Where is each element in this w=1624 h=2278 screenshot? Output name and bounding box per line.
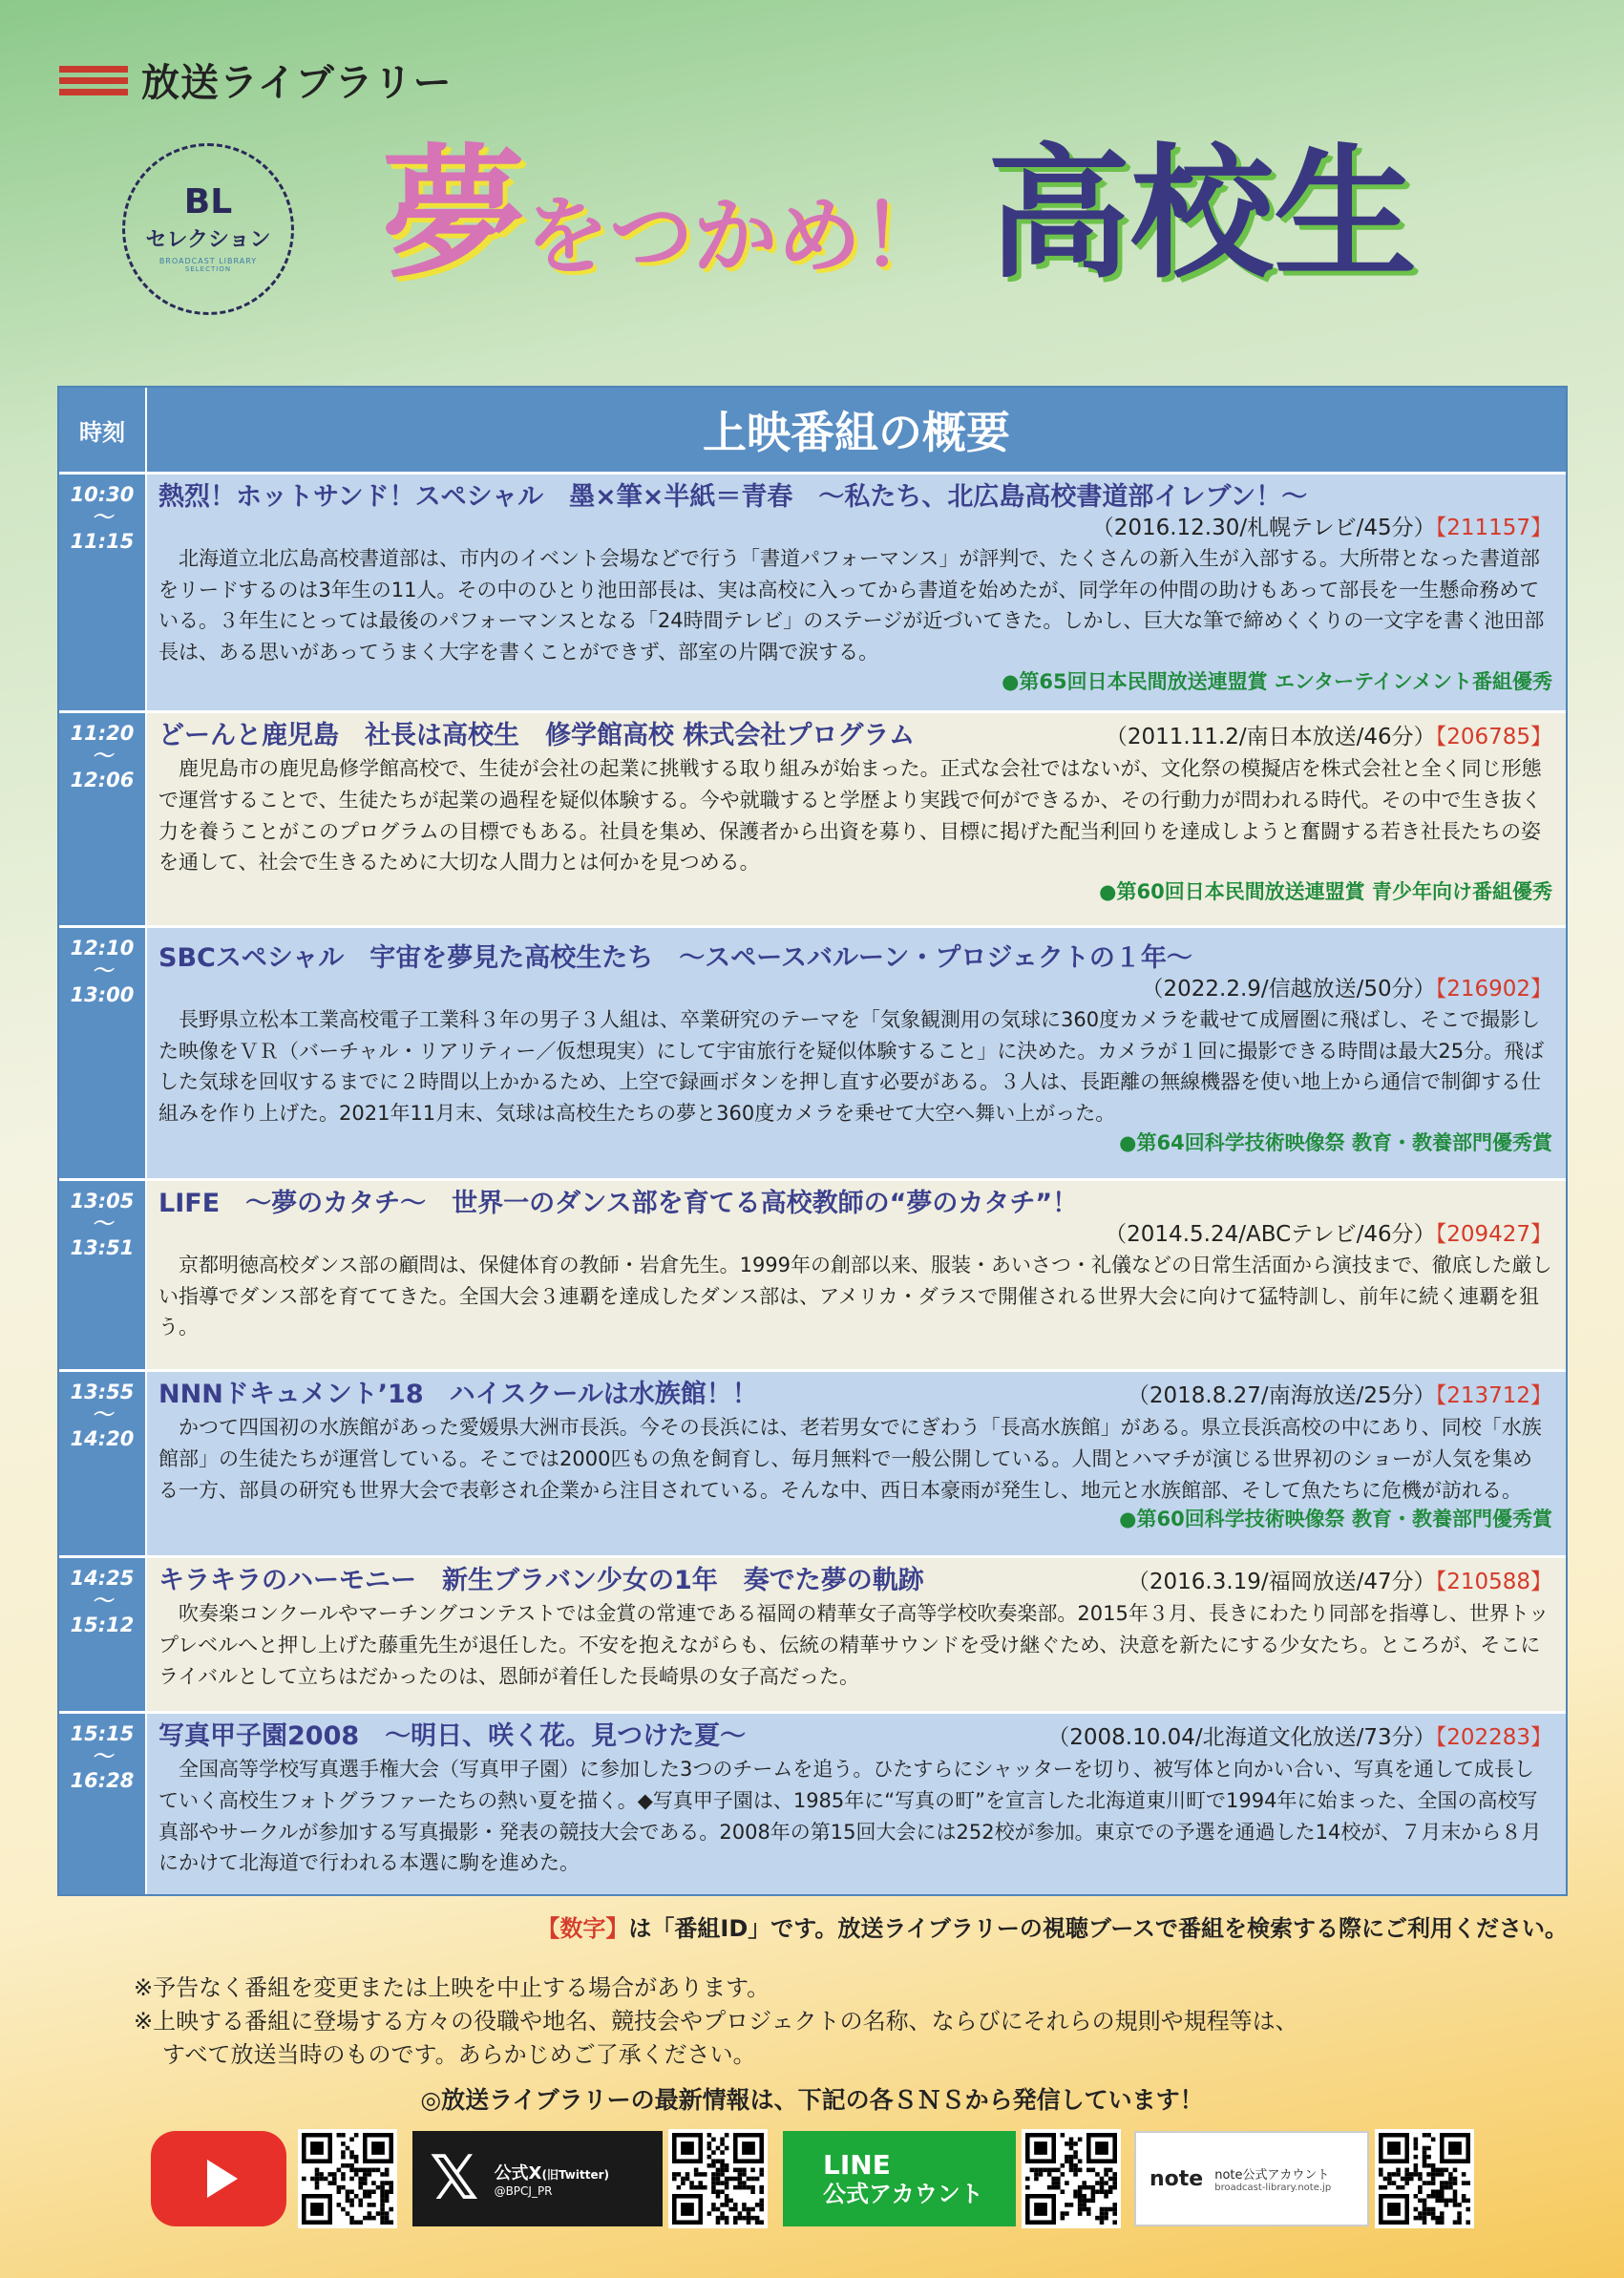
program-meta: （2018.8.27/南海放送/25分）【213712】 [1127,1383,1552,1408]
program-title: NNNドキュメント’18 ハイスクールは水族館！！ [158,1380,758,1409]
program-title: 写真甲子園2008 〜明日、咲く花。見つけた夏〜 [158,1721,747,1751]
program-meta: （2011.11.2/南日本放送/46分）【206785】 [1105,725,1552,749]
x-link[interactable]: 𝕏 公式X(旧Twitter) @BPCJ_PR [412,2131,663,2226]
program-description: 全国高等学校写真選手権大会（写真甲子園）に参加した3つのチームを追う。ひたすらにシャッターを切り、被写体と向かい合い、写真を通して成長していく高校生フォトグラファーたちの熱い夏を描く。◆写真甲子園は、1985年に“写真の町”を宣言した北海道東川町で1994年に始まった、全国の高校写真部やサークルが参加する写真撮影・発表の競技大会である。2008年の第15回大会には252校が参加。東京での予選を通過した14校が、７月末から８月にかけて北海道で行われる本選に駒を進めた。 [158,1758,1542,1875]
qr-code-icon[interactable] [1375,2129,1474,2228]
time-cell: 11:20 〜 12:06 [59,713,147,925]
program-description: 長野県立松本工業高校電子工業科３年の男子３人組は、卒業研究のテーマを「気象観測用の気球に360度カメラを載せて成層圏に飛ばし、そこで撮影した映像をＶＲ（バーチャル・リアリティー／仮想現実）にして宇宙旅行を疑似体験すること」に決めた。カメラが１回に撮影できる時間は最大25分。飛ばした気球を回収するまでに２時間以上かかるため、上空で録画ボタンを押し直す必要がある。３人は、長距離の無線機器を使い地上から通信で制御する仕組みを作り上げた。2021年11月末、気球は高校生たちの夢と360度カメラを乗せて大空へ舞い上がった。 [158,1008,1545,1125]
program-title: LIFE 〜夢のカタチ〜 世界一のダンス部を育てる高校教師の“夢のカタチ”！ [158,1189,1079,1218]
brand-name: 放送ライブラリー [141,61,453,105]
table-header [59,388,1566,472]
program-description: 京都明徳高校ダンス部の顧問は、保健体育の教師・岩倉先生。1999年の創部以来、服装・あいさつ・礼儀などの日常生活面から演技まで、徹底した厳しい指導でダンス部を育ててきた。全国大会３連覇を達成したダンス部は、アメリカ・ダラスで開催される世界大会に向けて猛特訓し、前年に続く連覇を狙う。 [158,1254,1552,1339]
program-description: 吹奏楽コンクールやマーチングコンテストでは金賞の常連である福岡の精華女子高等学校吹奏楽部。2015年３月、長きにわたり同部を指導し、世界トップレベルへと押し上げた藤重先生が退任した。不安を抱えながらも、伝統の精華サウンドを受け継ぐため、決意を新たにする少女たち。ところが、そこにライバルとして立ちはだかったのは、恩師が着任した長崎県の女子高だった。 [158,1602,1550,1688]
program-title: 熱烈！ホットサンド！スペシャル 墨×筆×半紙＝青春 〜私たち、北広島高校書道部イレブン！〜 [158,482,1308,512]
program-row [59,1369,1566,1555]
time-cell: 14:25 〜 15:12 [59,1558,147,1711]
program-award: ●第65回日本民間放送連盟賞 エンターテインメント番組優秀 [1002,669,1552,693]
program-title: キラキラのハーモニー 新生ブラバン少女の1年 奏でた夢の軌跡 [158,1566,924,1595]
program-row [59,472,1566,710]
program-meta: （2016.12.30/札幌テレビ/45分）【211157】 [1091,516,1552,541]
youtube-icon[interactable] [151,2131,286,2226]
note-line: すべて放送当時のものです。あらかじめご了承ください。 [162,2040,756,2068]
page-title: 夢 をつかめ！ 高校生 [382,132,1418,298]
time-cell: 12:10 〜 13:00 [59,928,147,1178]
bl-logo-icon [59,58,128,102]
time-cell: 15:15 〜 16:28 [59,1714,147,1894]
program-table [57,386,1568,1896]
program-award: ●第60回科学技術映像祭 教育・教養部門優秀賞 [1119,1508,1552,1531]
time-cell: 13:55 〜 14:20 [59,1372,147,1555]
note-line: ※上映する番組に登場する方々の役職や地名、競技会やプロジェクトの名称、ならびにそれらの規則や規程等は、 [134,2007,1298,2035]
program-title: どーんと鹿児島 社長は高校生 修学館高校 株式会社プログラム [158,721,916,750]
program-id: 【202283】 [1435,1725,1552,1750]
time-cell: 13:05 〜 13:51 [59,1181,147,1369]
program-meta: （2008.10.04/北海道文化放送/73分）【202283】 [1047,1725,1552,1750]
x-logo-icon: 𝕏 [430,2143,479,2214]
bl-selection-seal: BL セレクション BROADCAST LIBRARY SELECTION [122,143,294,315]
note-logo-icon: note [1149,2166,1204,2191]
program-id: 【213712】 [1435,1383,1552,1408]
program-id: 【210588】 [1435,1570,1552,1594]
sns-lead: ◎放送ライブラリーの最新情報は、下記の各ＳＮＳから発信しています！ [420,2086,1204,2114]
brand-logo [59,53,453,107]
program-row [59,925,1566,1178]
program-row [59,1178,1566,1369]
program-meta: （2014.5.24/ABCテレビ/46分）【209427】 [1105,1222,1552,1248]
program-description: 鹿児島市の鹿児島修学館高校で、生徒が会社の起業に挑戦する取り組みが始まった。正式な会社ではないが、文化祭の模擬店を株式会社と全く同じ形態で運営することで、生徒たちが起業の過程を疑似体験する。今や就職すると学歴より実践で何ができるか、その行動力が問われる時代。その中で生き抜く力を養うことがこのプログラムの目標でもある。社員を集め、保護者から出資を募り、目標に掲げた配当利回りを達成しようと奮闘する若き社長たちの姿を通して、社会で生きるために大切な人間力とは何かを見つめる。 [158,757,1542,875]
qr-code-icon[interactable] [1022,2129,1121,2228]
program-id: 【216902】 [1435,977,1552,1002]
time-header: 時刻 [59,388,147,472]
summary-header: 上映番組の概要 [703,407,1010,458]
disclaimer-notes [134,1972,1298,2071]
program-award: ●第64回科学技術映像祭 教育・教養部門優秀賞 [1119,1130,1552,1154]
qr-code-icon[interactable] [668,2129,768,2228]
program-description: かつて四国初の水族館があった愛媛県大洲市長浜。今その長浜には、老若男女でにぎわう「長高水族館」がある。県立長浜高校の中にあり、同校「水族館部」の生徒たちが運営している。そこでは2000匹もの魚を飼育し、毎月無料で一般公開している。人間とハマチが演じる世界初のショーが人気を集める一方、部員の研究も世界大会で表彰され企業から注目されている。そんな中、西日本豪雨が発生し、地元と水族館部、そして魚たちに危機が訪れる。 [158,1416,1542,1502]
note-link[interactable]: note note公式アカウント broadcast-library.note.jp [1134,2131,1369,2226]
note-line: ※予告なく番組を変更または上映を中止する場合があります。 [134,1974,770,2001]
program-meta: （2022.2.9/信越放送/50分）【216902】 [1141,977,1552,1002]
program-title: SBCスペシャル 宇宙を夢見た高校生たち 〜スペースバルーン・プロジェクトの１年〜 [158,943,1192,973]
program-row [59,710,1566,925]
program-meta: （2016.3.19/福岡放送/47分）【210588】 [1127,1570,1552,1594]
program-id: 【209427】 [1435,1222,1552,1248]
program-row [59,1555,1566,1711]
qr-code-icon[interactable] [298,2129,397,2228]
program-description: 北海道立北広島高校書道部は、市内のイベント会場などで行う「書道パフォーマンス」が評判で、たくさんの新入生が入部する。大所帯となった書道部をリードするのは3年生の11人。その中のひとり池田部長は、実は高校に入ってから書道を始めたが、同学年の仲間の助けもあって部長を一生懸命務めている。３年生にとっては最後のパフォーマンスとなる「24時間テレビ」のステージが近づいてきた。しかし、巨大な筆で締めくくりの一文字を書く池田部長は、ある思いがあってうまく大字を書くことができず、部室の片隅で涙する。 [158,547,1545,664]
line-logo-icon[interactable]: LINE 公式アカウント [783,2131,1016,2226]
program-row [59,1711,1566,1894]
program-id: 【206785】 [1435,725,1552,749]
time-cell: 10:30 〜 11:15 [59,475,147,710]
program-id: 【211157】 [1435,516,1552,541]
program-id-note: 【数字】は「番組ID」です。放送ライブラリーの視聴ブースで番組を検索する際にご利用ください。 [537,1915,1568,1942]
program-award: ●第60回日本民間放送連盟賞 青少年向け番組優秀 [1099,879,1552,903]
